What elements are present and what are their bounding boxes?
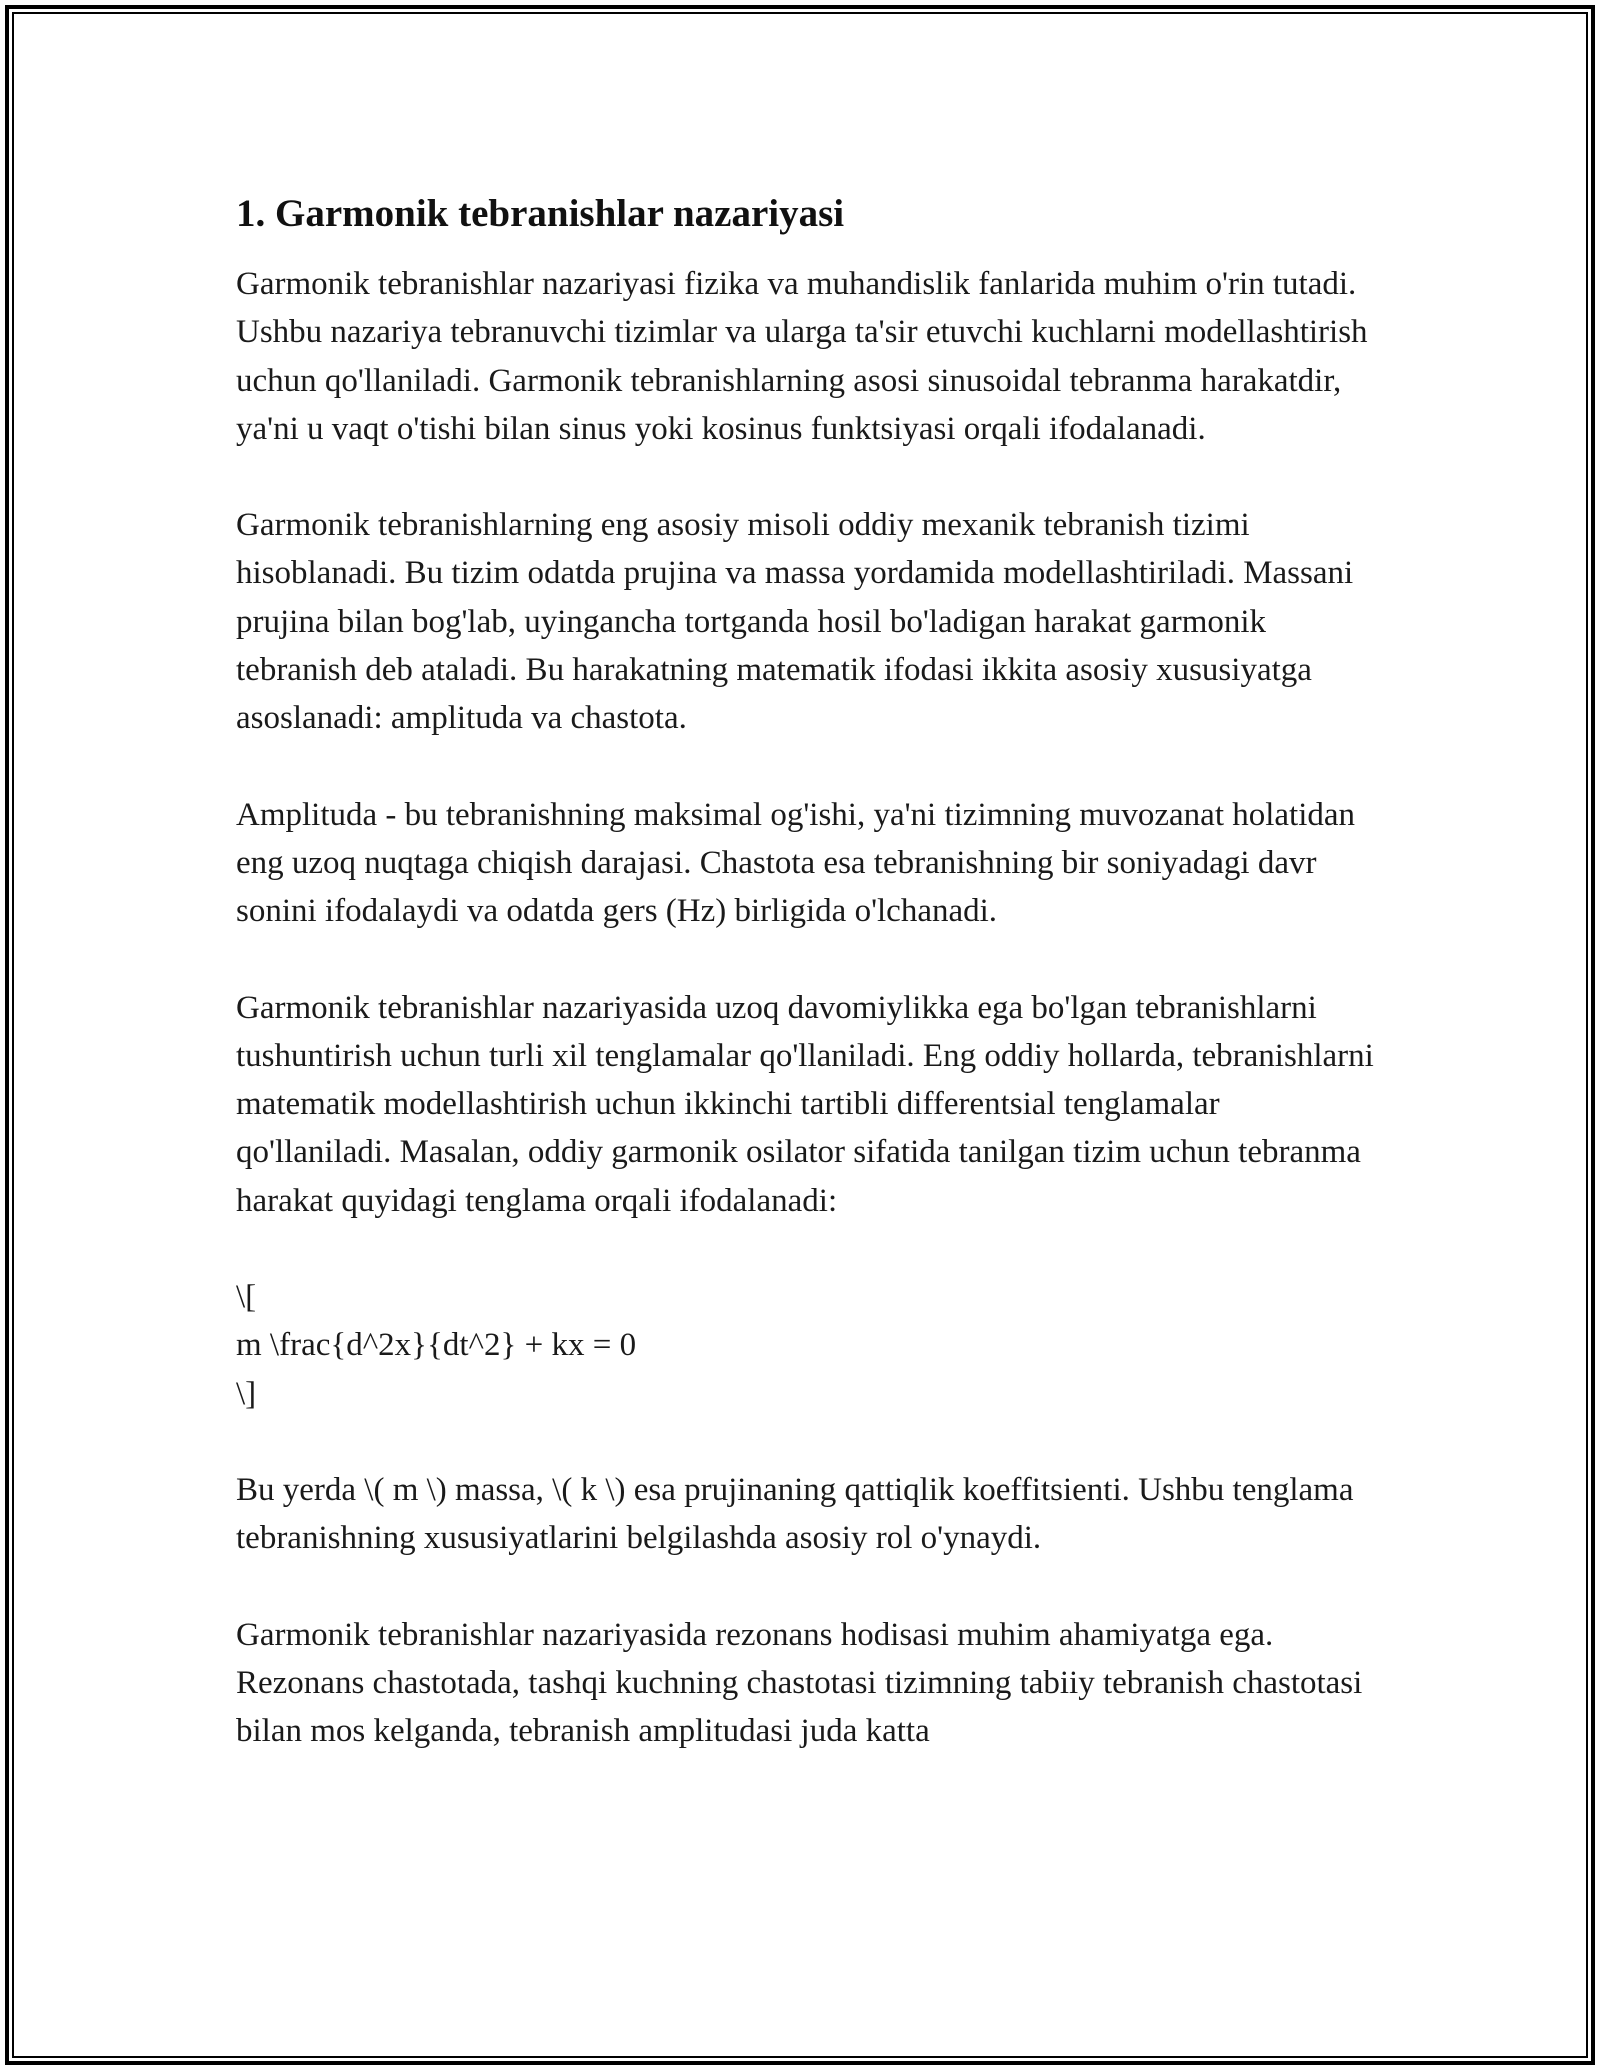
equation-body: m \frac{d^2x}{dt^2} + kx = 0 (236, 1327, 637, 1364)
paragraph-differential-equations: Garmonik tebranishlar nazariyasida uzoq davomiylikka ega bo'lgan tebranishlarni tushuntirish uchun turli xil tenglamalar qo'llaniladi. Eng oddiy hollarda, tebranishlarni matematik modellashtirish uchun ikkinchi tartibli differentsial tenglamalar qo'llaniladi. Masalan, oddiy garmonik osilator sifatida tanilgan tizim uchun tebranma harakat quyidagi tenglama orqali ifodalanadi: (236, 989, 1374, 1219)
equation-close-delimiter: \] (236, 1375, 257, 1412)
page-title: 1. Garmonik tebranishlar nazariyasi (236, 192, 845, 235)
document-body (236, 188, 1376, 1803)
equation-block (236, 1273, 1376, 1418)
paragraph-resonance: Garmonik tebranishlar nazariyasida rezonans hodisasi muhim ahamiyatga ega. Rezonans chastotada, tashqi kuchning chastotasi tizimning tabiiy tebranish chastotasi bilan mos kelganda, tebranish amplitudasi juda katta (236, 1616, 1363, 1750)
equation-open-delimiter: \[ (236, 1279, 257, 1316)
paragraph-mechanical-example: Garmonik tebranishlarning eng asosiy misoli oddiy mexanik tebranish tizimi hisoblanadi. Bu tizim odatda prujina va massa yordamida modellashtiriladi. Massani prujina bilan bog'lab, uyingancha tortganda hosil bo'ladigan harakat garmonik tebranish deb ataladi. Bu harakatning matematik ifodasi ikkita asosiy xususiyatga asoslanadi: amplituda va chastota. (236, 507, 1354, 737)
paragraph-equation-explanation: Bu yerda \( m \) massa, \( k \) esa prujinaning qattiqlik koeffitsienti. Ushbu tenglama tebranishning xususiyatlarini belgilashda asosiy rol o'ynaydi. (236, 1471, 1354, 1557)
paragraph-intro: Garmonik tebranishlar nazariyasi fizika va muhandislik fanlarida muhim o'rin tutadi. Ushbu nazariya tebranuvchi tizimlar va ularga ta'sir etuvchi kuchlarni modellashtirish uchun qo'llaniladi. Garmonik tebranishlarning asosi sinusoidal tebranma harakatdir, ya'ni u vaqt o'tishi bilan sinus yoki kosinus funktsiyasi orqali ifodalanadi. (236, 266, 1368, 447)
paragraph-amplitude-frequency: Amplituda - bu tebranishning maksimal og'ishi, ya'ni tizimning muvozanat holatidan eng uzoq nuqtaga chiqish darajasi. Chastota esa tebranishning bir soniyadagi davr sonini ifodalaydi va odatda gers (Hz) birligida o'lchanadi. (236, 796, 1356, 930)
